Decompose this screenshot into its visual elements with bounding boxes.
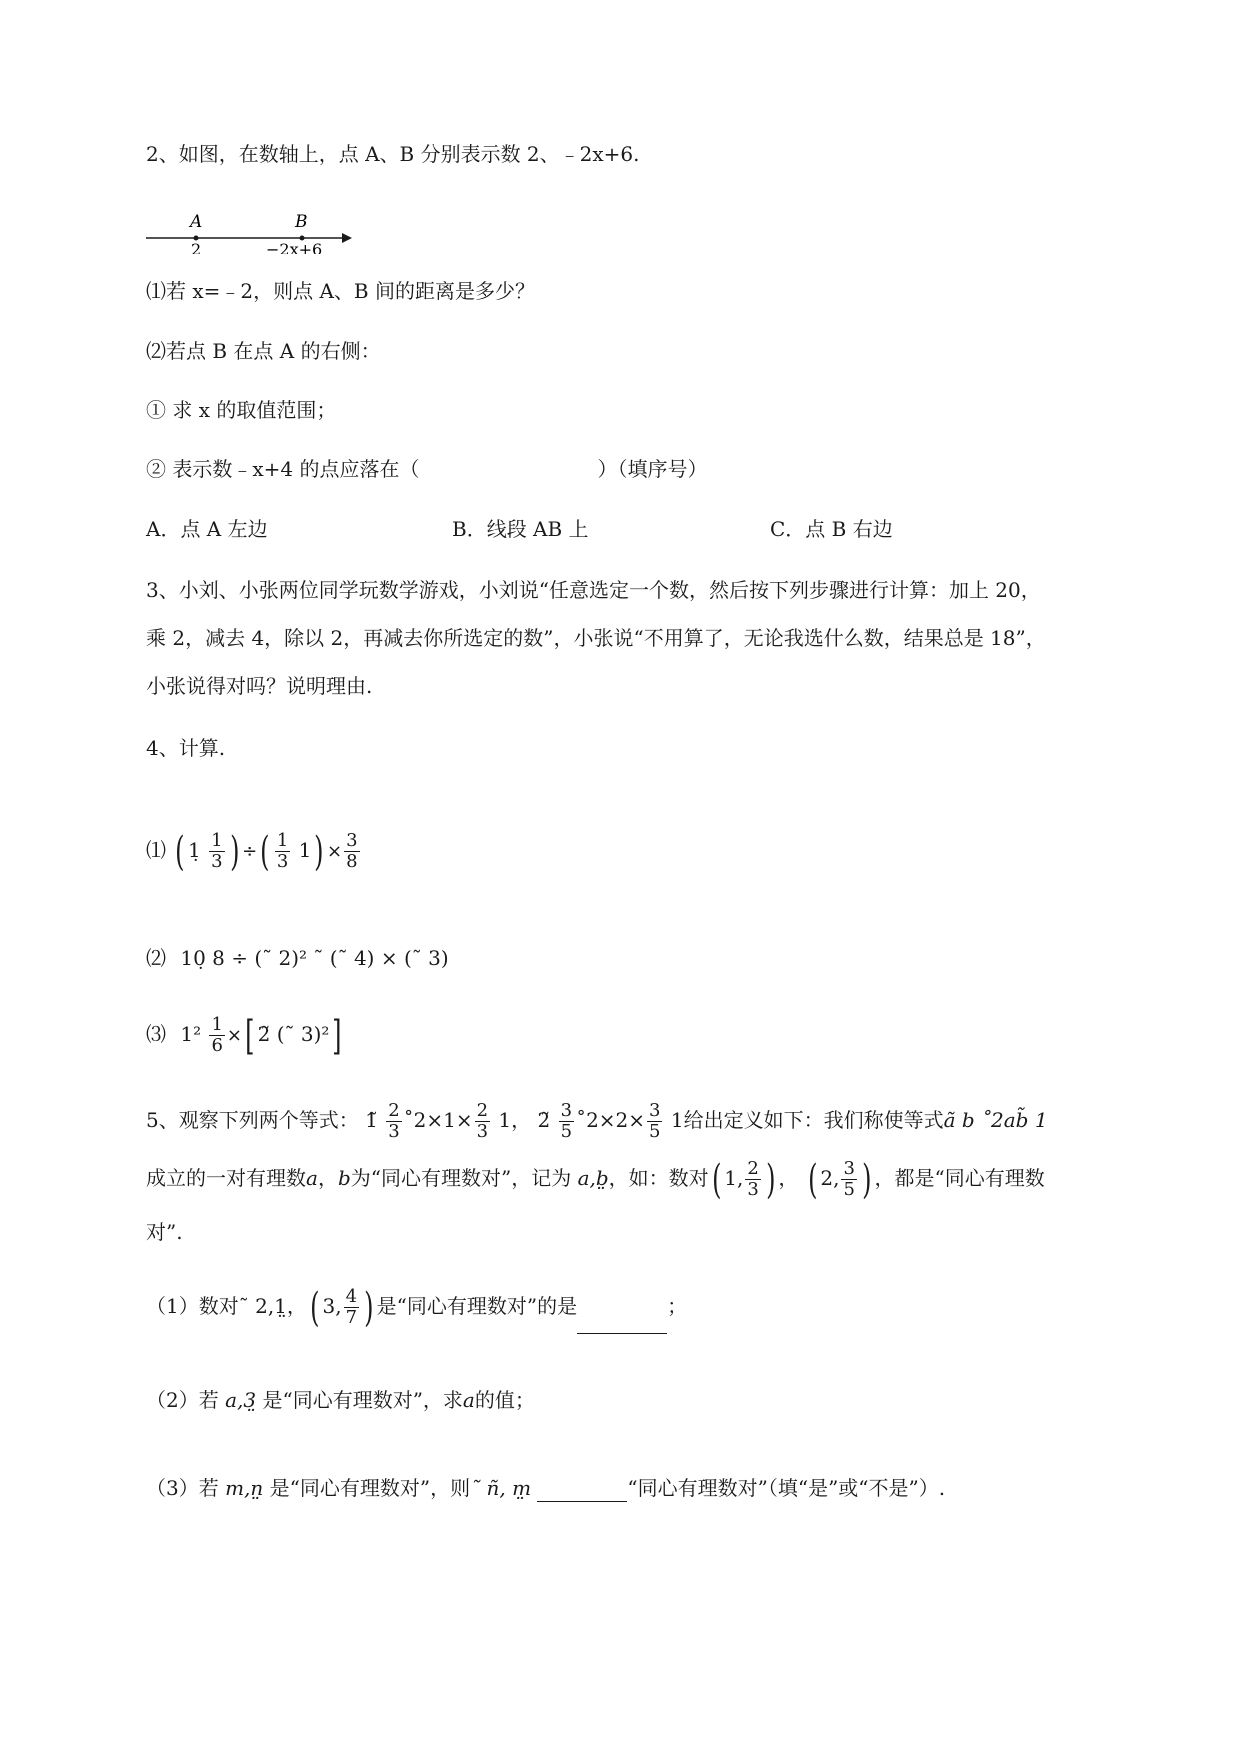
q5-pair-notation: a,b̤ xyxy=(577,1166,609,1190)
right-bracket: ] xyxy=(332,1012,342,1059)
left-paren: ( xyxy=(807,1156,818,1203)
q5-part3 xyxy=(146,1474,945,1502)
q4-part1-label: ⑴ xyxy=(146,838,166,862)
q5-p3-b: m,n̤ xyxy=(225,1476,264,1500)
q5-line2 xyxy=(146,1150,1045,1206)
number-line-arrow xyxy=(342,233,352,243)
left-paren: ( xyxy=(310,1284,320,1331)
fraction: $\frac{1}{3}$ xyxy=(276,830,289,872)
q5-eq1-c: 1， xyxy=(498,1108,532,1132)
fraction: $\frac{3}{5}$ xyxy=(560,1100,573,1142)
left-paren: ( xyxy=(175,828,185,875)
q5-p1-e: ； xyxy=(667,1294,688,1318)
q5-p1-b: ˜ 2,1̤ xyxy=(238,1294,287,1318)
q4-part1 xyxy=(146,822,362,878)
right-paren: ) xyxy=(314,828,324,875)
q5-var-b: b xyxy=(337,1166,351,1190)
q5-p1-a: （1）数对 xyxy=(146,1294,239,1318)
number-line-figure xyxy=(146,214,356,254)
q5-line3: 对”. xyxy=(146,1220,183,1244)
q5-var-a: a xyxy=(462,1388,475,1412)
q5-line2-c: 为“同心有理数对”，记为 xyxy=(350,1166,572,1190)
q5-line2-a: 成立的一对有理数 xyxy=(146,1166,306,1190)
q2-stem: 2、如图，在数轴上，点 A、B 分别表示数 2、﹣2x+6. xyxy=(146,142,640,166)
q2-sub2-suffix: ）（填序号） xyxy=(597,457,708,481)
q5-eq-sign: ˚ xyxy=(576,1108,587,1132)
q5-eq2-c: 1给出定义如下：我们称使等式 xyxy=(670,1108,944,1132)
q5-p3-a: （3）若 xyxy=(146,1476,219,1500)
left-paren: ( xyxy=(711,1156,722,1203)
fraction: $\frac{2}{3}$ xyxy=(388,1100,400,1142)
q5-def-expr: ã b ˚2ab̃ 1 xyxy=(943,1108,1048,1132)
q2-sub2 xyxy=(146,455,707,483)
fraction: $\frac{3}{8}$ xyxy=(346,830,358,872)
fraction: $\frac{3}{5}$ xyxy=(649,1100,661,1142)
q4-p1-one: 1̣ xyxy=(187,838,201,862)
times-sign: × xyxy=(326,841,343,862)
q5-p3-answer-blank[interactable] xyxy=(537,1479,627,1502)
q3-line3: 小张说得对吗？说明理由. xyxy=(146,674,373,698)
q5-pair3-first: 3, xyxy=(322,1294,342,1318)
q4-part3-expr-a: 1² xyxy=(180,1022,202,1046)
q2-option-b: B．线段 AB 上 xyxy=(452,517,589,541)
q5-part1 xyxy=(146,1278,687,1334)
q4-part2-label: ⑵ xyxy=(146,946,166,970)
q2-part2: ⑵若点 B 在点 A 的右侧： xyxy=(146,339,381,363)
point-b-label: B xyxy=(295,214,308,232)
q5-pair2-first: 2, xyxy=(820,1166,840,1190)
divide-sign: ÷ xyxy=(242,841,258,862)
q5-p3-d: ˜ ñ, m̤ xyxy=(470,1476,532,1500)
q5-p1-c: ， xyxy=(286,1294,307,1318)
q5-part2 xyxy=(146,1386,535,1414)
q4-part2 xyxy=(146,944,449,972)
q2-sub2-prefix: ② 表示数﹣x+4 的点应落在（ xyxy=(146,457,420,481)
q5-var-a: a xyxy=(306,1166,318,1190)
fraction: $\frac{1}{6}$ xyxy=(211,1014,223,1056)
point-a-value: 2 xyxy=(191,240,202,254)
q5-p3-c: 是“同心有理数对”，则 xyxy=(269,1476,471,1500)
q5-line2-e: ，如：数对 xyxy=(608,1166,709,1190)
q2-option-c: C．点 B 右边 xyxy=(770,517,893,541)
point-b-value: −2x+6 xyxy=(266,240,323,254)
q5-eq2-b: 2×2× xyxy=(586,1108,646,1132)
fraction: $\frac{2}{3}$ xyxy=(747,1158,759,1200)
q5-p3-e: “同心有理数对”（填“是”或“不是”）. xyxy=(627,1476,946,1500)
q4-stem: 4、计算. xyxy=(146,736,226,760)
fraction: $\frac{3}{5}$ xyxy=(843,1158,855,1200)
left-bracket: [ xyxy=(245,1012,255,1059)
q2-option-a: A．点 A 左边 xyxy=(146,517,268,541)
right-paren: ) xyxy=(229,828,240,875)
q4-p1-one-b: 1 xyxy=(298,838,312,862)
q3-line2: 乘 2，减去 4，除以 2，再减去你所选定的数”，小张说“不用算了，无论我选什么数，结果总是 18”， xyxy=(146,626,1046,650)
left-paren: ( xyxy=(260,828,270,875)
q5-stem-prefix: 5、观察下列两个等式： xyxy=(146,1108,359,1132)
q2-part1: ⑴若 x=﹣2，则点 A、B 间的距离是多少？ xyxy=(146,279,535,303)
q4-part3-label: ⑶ xyxy=(146,1022,166,1046)
q5-p2-c: 是“同心有理数对”，求 xyxy=(262,1388,463,1412)
q5-eq2-a: 2̃ xyxy=(537,1108,551,1132)
fraction: $\frac{4}{7}$ xyxy=(345,1286,358,1328)
fraction: $\frac{2}{3}$ xyxy=(476,1100,489,1142)
right-paren: ) xyxy=(364,1284,374,1331)
q5-p1-answer-blank[interactable] xyxy=(577,1311,667,1334)
fraction: $\frac{1}{3}$ xyxy=(211,830,223,872)
q5-p2-a: （2）若 xyxy=(146,1388,219,1412)
right-paren: ) xyxy=(765,1156,776,1203)
q2-sub1: ① 求 x 的取值范围； xyxy=(146,398,337,422)
q5-p1-d: 是“同心有理数对”的是 xyxy=(376,1294,578,1318)
right-paren: ) xyxy=(862,1156,872,1203)
q5-p2-b: a,3̤ xyxy=(225,1388,257,1412)
q3-line1: 3、小刘、小张两位同学玩数学游戏，小刘说“任意选定一个数，然后按下列步骤进行计算：加上 20， xyxy=(146,578,1041,602)
q5-line2-b: ， xyxy=(317,1166,338,1190)
q5-eq-sign: ˚ xyxy=(403,1108,414,1132)
q5-pair1-first: 1, xyxy=(724,1166,744,1190)
point-a-label: A xyxy=(190,214,203,232)
q5-p2-d: 的值； xyxy=(474,1388,535,1412)
q4-part3 xyxy=(146,1006,345,1062)
q4-part3-times: × xyxy=(226,1025,243,1046)
q5-eq1-a: 1̃ xyxy=(365,1108,378,1132)
q5-eq1-b: 2×1× xyxy=(413,1108,473,1132)
q4-part3-expr-c: 2̃ (˜ 3)² xyxy=(257,1022,330,1046)
q4-part2-expr: 10̣ 8 ÷ (˜ 2)² ˜ (˜ 4) × (˜ 3) xyxy=(180,946,449,970)
q5-line1 xyxy=(146,1092,1048,1148)
q5-line2-f: ， xyxy=(778,1166,799,1190)
q5-line2-g: ，都是“同心有理数 xyxy=(874,1166,1045,1190)
